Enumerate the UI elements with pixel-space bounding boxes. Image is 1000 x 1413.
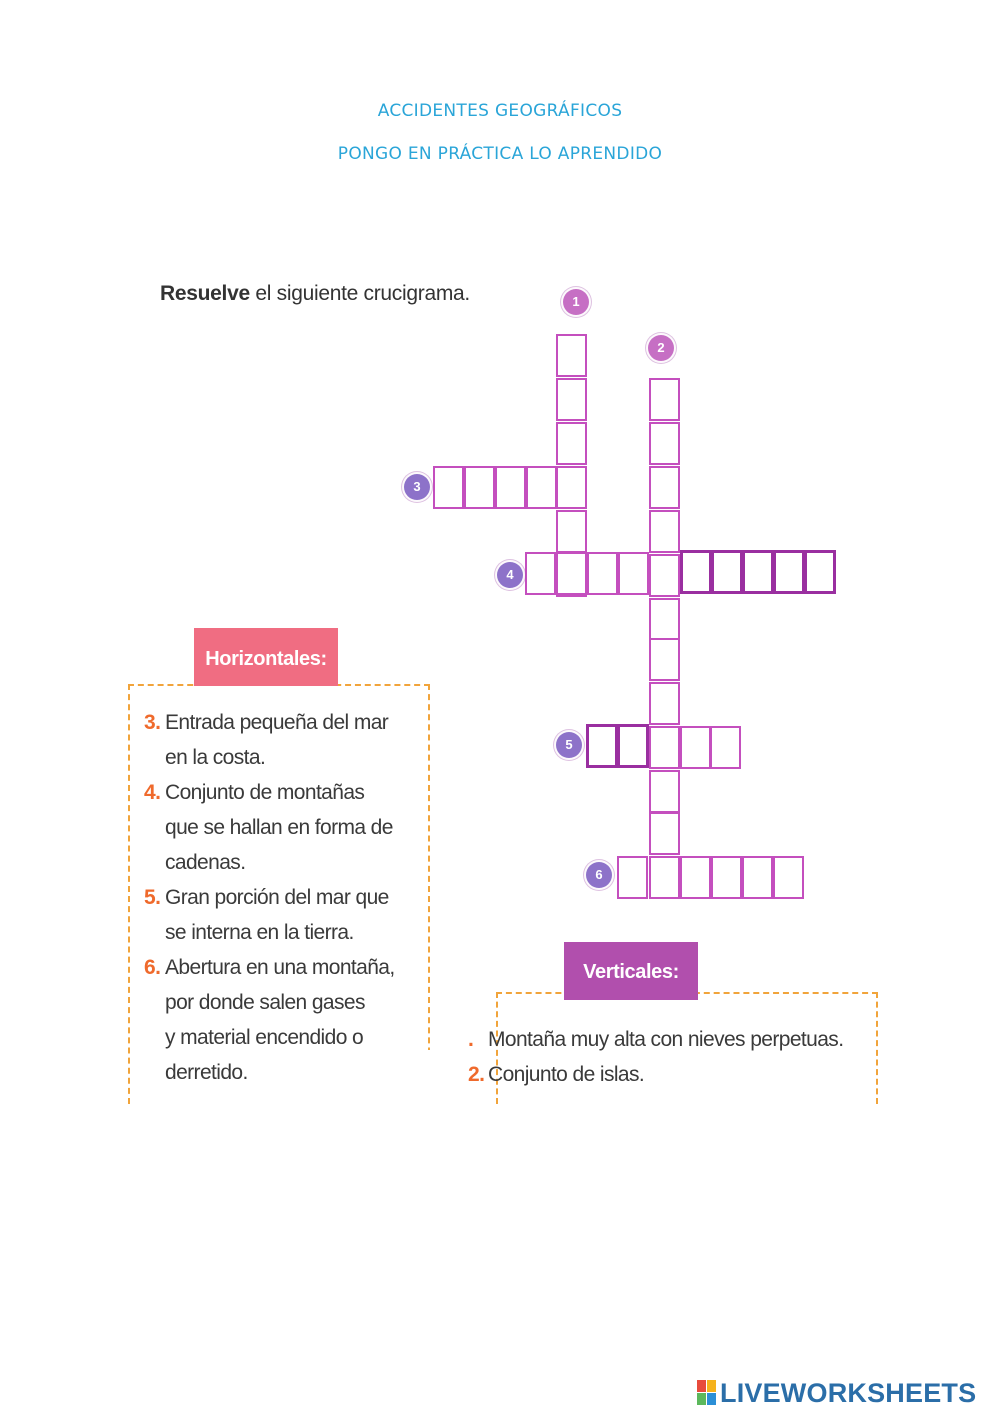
crossword-cell[interactable]	[710, 726, 741, 769]
clue-number: .	[468, 1028, 474, 1051]
instruction-rest: el siguiente crucigrama.	[249, 282, 470, 305]
liveworksheets-logo-icon	[697, 1380, 717, 1406]
worksheet-subtitle: PONGO EN PRÁCTICA LO APRENDIDO	[337, 144, 663, 164]
clue-number: 6.	[144, 956, 161, 979]
crossword-cell[interactable]	[649, 770, 680, 813]
clue-line: Entrada pequeña del mar	[165, 711, 389, 734]
crossword-cell[interactable]	[711, 856, 742, 899]
crossword-cell[interactable]	[464, 466, 495, 509]
crossword-cell[interactable]	[617, 856, 648, 899]
vertical-clues-title: Verticales:	[564, 942, 698, 1000]
crossword-cell[interactable]	[586, 724, 618, 768]
clue-number-badge-6: 6	[586, 862, 612, 888]
crossword-cell[interactable]	[649, 638, 680, 681]
crossword-cell[interactable]	[618, 552, 649, 595]
worksheet-title: ACCIDENTES GEOGRÁFICOS	[377, 101, 623, 121]
clue-line: en la costa.	[165, 746, 266, 769]
crossword-cell[interactable]	[742, 856, 773, 899]
clue-line: Abertura en una montaña,	[165, 956, 395, 979]
clue-line: Conjunto de montañas	[165, 781, 365, 804]
image-patch	[376, 1050, 438, 1106]
crossword-cell[interactable]	[773, 856, 804, 899]
crossword-cell[interactable]	[649, 856, 680, 899]
crossword-cell[interactable]	[556, 466, 587, 509]
clue-text: Montaña muy alta con nieves perpetuas.	[488, 1028, 844, 1051]
instruction-text	[160, 282, 470, 306]
horizontal-clues-title: Horizontales:	[194, 628, 338, 686]
crossword-cell[interactable]	[433, 466, 464, 509]
clue-line: que se hallan en forma de	[165, 816, 393, 839]
liveworksheets-logo	[697, 1376, 976, 1410]
clue-line: y material encendido o	[165, 1026, 364, 1049]
clue-number-badge-4: 4	[497, 562, 523, 588]
crossword-cell[interactable]	[649, 554, 680, 597]
crossword-cell[interactable]	[495, 466, 526, 509]
clue-number: 3.	[144, 711, 161, 734]
instruction-bold: Resuelve	[160, 282, 250, 305]
crossword-cell[interactable]	[742, 550, 774, 594]
crossword-cell[interactable]	[649, 726, 680, 769]
crossword-cell[interactable]	[556, 378, 587, 421]
vertical-clues-list	[468, 1022, 888, 1092]
clue-line: derretido.	[165, 1061, 248, 1084]
crossword-cell[interactable]	[804, 550, 836, 594]
clue-line: cadenas.	[165, 851, 246, 874]
crossword-cell[interactable]	[711, 550, 743, 594]
crossword-cell[interactable]	[680, 726, 711, 769]
clue-h-4	[144, 775, 424, 880]
crossword-cell[interactable]	[680, 856, 711, 899]
crossword-cell[interactable]	[587, 552, 618, 595]
clue-line: por donde salen gases	[165, 991, 365, 1014]
crossword-cell[interactable]	[617, 724, 649, 768]
clue-number: 2.	[468, 1063, 485, 1086]
crossword-cell[interactable]	[649, 598, 680, 641]
crossword-cell[interactable]	[649, 422, 680, 465]
liveworksheets-brand: LIVEWORKSHEETS	[720, 1377, 977, 1408]
crossword-cell[interactable]	[649, 510, 680, 553]
crossword-cell[interactable]	[525, 552, 556, 595]
clue-line: Gran porción del mar que	[165, 886, 389, 909]
crossword-cell[interactable]	[649, 466, 680, 509]
crossword-cell[interactable]	[526, 466, 557, 509]
clue-number-badge-1: 1	[563, 289, 589, 315]
clue-v-1	[468, 1022, 888, 1057]
crossword-cell[interactable]	[556, 552, 587, 595]
crossword-cell[interactable]	[680, 550, 712, 594]
crossword-cell[interactable]	[649, 682, 680, 725]
clue-h-5	[144, 880, 424, 950]
crossword-cell[interactable]	[556, 422, 587, 465]
crossword-cell[interactable]	[649, 378, 680, 421]
clue-number-badge-3: 3	[404, 474, 430, 500]
clue-h-3	[144, 705, 424, 775]
crossword-cell[interactable]	[556, 334, 587, 377]
clue-number: 4.	[144, 781, 161, 804]
clue-number-badge-2: 2	[648, 335, 674, 361]
clue-line: se interna en la tierra.	[165, 921, 354, 944]
clue-number: 5.	[144, 886, 161, 909]
crossword-cell[interactable]	[773, 550, 805, 594]
crossword-cell[interactable]	[649, 812, 680, 855]
clue-v-2	[468, 1057, 888, 1092]
clue-text: Conjunto de islas.	[488, 1063, 645, 1086]
clue-number-badge-5: 5	[556, 732, 582, 758]
horizontal-clues-list	[144, 705, 424, 1090]
crossword-cell[interactable]	[556, 510, 587, 553]
